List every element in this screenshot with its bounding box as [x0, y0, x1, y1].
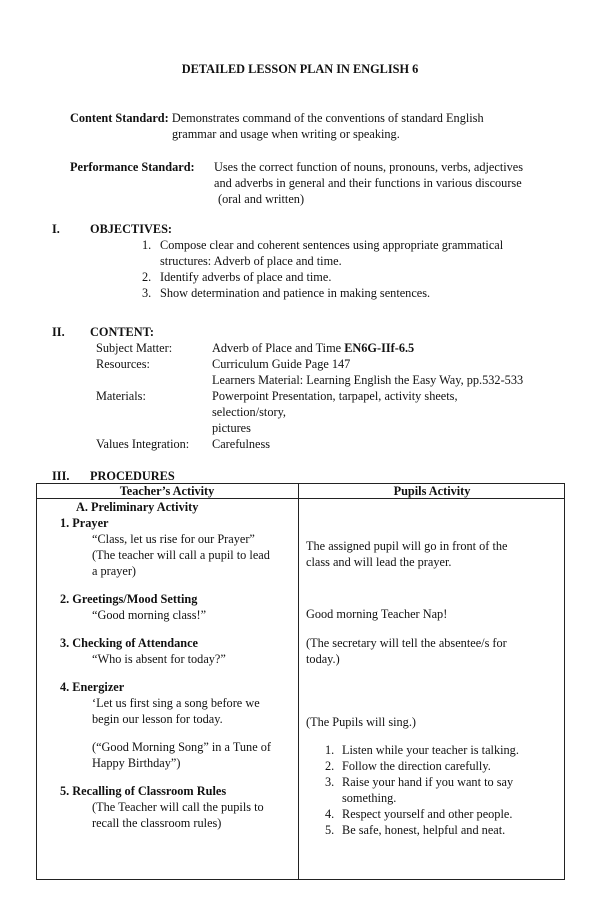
- rules-list-3: Raise your hand if you want to say: [342, 775, 514, 789]
- prayer-teacher-3: a prayer): [92, 564, 137, 578]
- rules-list-3-num: 3.: [325, 775, 335, 789]
- rules-list-2-num: 2.: [325, 759, 335, 773]
- procedures-heading: PROCEDURES: [90, 469, 175, 483]
- rules-list-2: Follow the direction carefully.: [342, 759, 491, 773]
- prayer-pupils-1: The assigned pupil will go in front of the: [306, 539, 508, 553]
- subject-matter-code: EN6G-IIf-6.5: [344, 341, 415, 355]
- greetings-pupils-1: Good morning Teacher Nap!: [306, 607, 448, 621]
- materials-label: Materials:: [96, 389, 146, 403]
- energizer-teacher-4: Happy Birthday”): [92, 756, 181, 770]
- prayer-teacher-2: (The teacher will call a pupil to lead: [92, 548, 270, 562]
- materials-value-1: Powerpoint Presentation, tarpapel, activity sheets,: [212, 389, 458, 403]
- column-header-pupils: Pupils Activity: [393, 484, 471, 498]
- greetings-teacher-1: “Good morning class!”: [92, 608, 207, 622]
- content-standard-label: [70, 111, 484, 126]
- objective-item-1-cont: structures: Adverb of place and time.: [160, 254, 342, 268]
- content-numeral: II.: [52, 325, 65, 339]
- energizer-teacher-1: ‘Let us first sing a song before we: [92, 696, 260, 710]
- energizer-teacher-3: (“Good Morning Song” in a Tune of: [92, 740, 271, 754]
- energizer-pupils-1: (The Pupils will sing.): [306, 715, 416, 729]
- attendance-pupils-1: (The secretary will tell the absentee/s for: [306, 636, 507, 650]
- prayer-title: 1. Prayer: [60, 516, 109, 530]
- rules-list-3-cont: something.: [342, 791, 397, 805]
- subject-matter-text: Adverb of Place and Time: [212, 341, 342, 355]
- document-title: DETAILED LESSON PLAN IN ENGLISH 6: [181, 62, 419, 76]
- resources-label: Resources:: [96, 357, 150, 371]
- subject-matter-value: [212, 341, 414, 356]
- table-column-divider: [298, 483, 299, 880]
- rules-teacher-2: recall the classroom rules): [92, 816, 222, 830]
- subject-matter-label: Subject Matter:: [96, 341, 173, 355]
- rules-list-1: Listen while your teacher is talking.: [342, 743, 519, 757]
- content-standard-text-2: grammar and usage when writing or speaking.: [172, 127, 400, 141]
- prayer-teacher-1: “Class, let us rise for our Prayer”: [92, 532, 255, 546]
- rules-list-4: Respect yourself and other people.: [342, 807, 513, 821]
- objectives-heading: OBJECTIVES:: [90, 222, 173, 236]
- procedures-numeral: III.: [52, 469, 70, 483]
- objective-item-3: Show determination and patience in making sentences.: [160, 286, 431, 300]
- objective-item-2-num: 2.: [142, 270, 152, 284]
- objective-item-1-num: 1.: [142, 238, 152, 252]
- performance-standard-text-1: Uses the correct function of nouns, pronouns, verbs, adjectives: [214, 160, 524, 174]
- materials-value-3: pictures: [212, 421, 251, 435]
- greetings-title: 2. Greetings/Mood Setting: [60, 592, 198, 606]
- objective-item-3-num: 3.: [142, 286, 152, 300]
- content-heading: CONTENT:: [90, 325, 154, 339]
- performance-standard-text-2: and adverbs in general and their functions in various discourse: [214, 176, 522, 190]
- attendance-teacher-1: “Who is absent for today?”: [92, 652, 226, 666]
- rules-list-5: Be safe, honest, helpful and neat.: [342, 823, 506, 837]
- rules-title: 5. Recalling of Classroom Rules: [60, 784, 227, 798]
- objective-item-2: Identify adverbs of place and time.: [160, 270, 332, 284]
- values-integration-label: Values Integration:: [96, 437, 190, 451]
- objective-item-1: Compose clear and coherent sentences using appropriate grammatical: [160, 238, 504, 252]
- materials-value-2: selection/story,: [212, 405, 286, 419]
- attendance-pupils-2: today.): [306, 652, 340, 666]
- resources-value-1: Curriculum Guide Page 147: [212, 357, 351, 371]
- prayer-pupils-2: class and will lead the prayer.: [306, 555, 452, 569]
- content-standard-label-text: Content Standard:: [70, 111, 169, 125]
- rules-list-4-num: 4.: [325, 807, 335, 821]
- resources-value-2: Learners Material: Learning English the Easy Way, pp.532-533: [212, 373, 524, 387]
- performance-standard-label: Performance Standard:: [70, 160, 195, 174]
- preliminary-activity: A. Preliminary Activity: [76, 500, 199, 514]
- column-header-teacher: Teacher’s Activity: [119, 484, 215, 498]
- energizer-title: 4. Energizer: [60, 680, 125, 694]
- rules-list-1-num: 1.: [325, 743, 335, 757]
- values-integration-value: Carefulness: [212, 437, 271, 451]
- performance-standard-text-3: (oral and written): [218, 192, 305, 206]
- attendance-title: 3. Checking of Attendance: [60, 636, 198, 650]
- rules-teacher-1: (The Teacher will call the pupils to: [92, 800, 264, 814]
- content-standard-text-1: Demonstrates command of the conventions of standard English: [171, 111, 484, 125]
- rules-list-5-num: 5.: [325, 823, 335, 837]
- energizer-teacher-2: begin our lesson for today.: [92, 712, 223, 726]
- objectives-numeral: I.: [52, 222, 60, 236]
